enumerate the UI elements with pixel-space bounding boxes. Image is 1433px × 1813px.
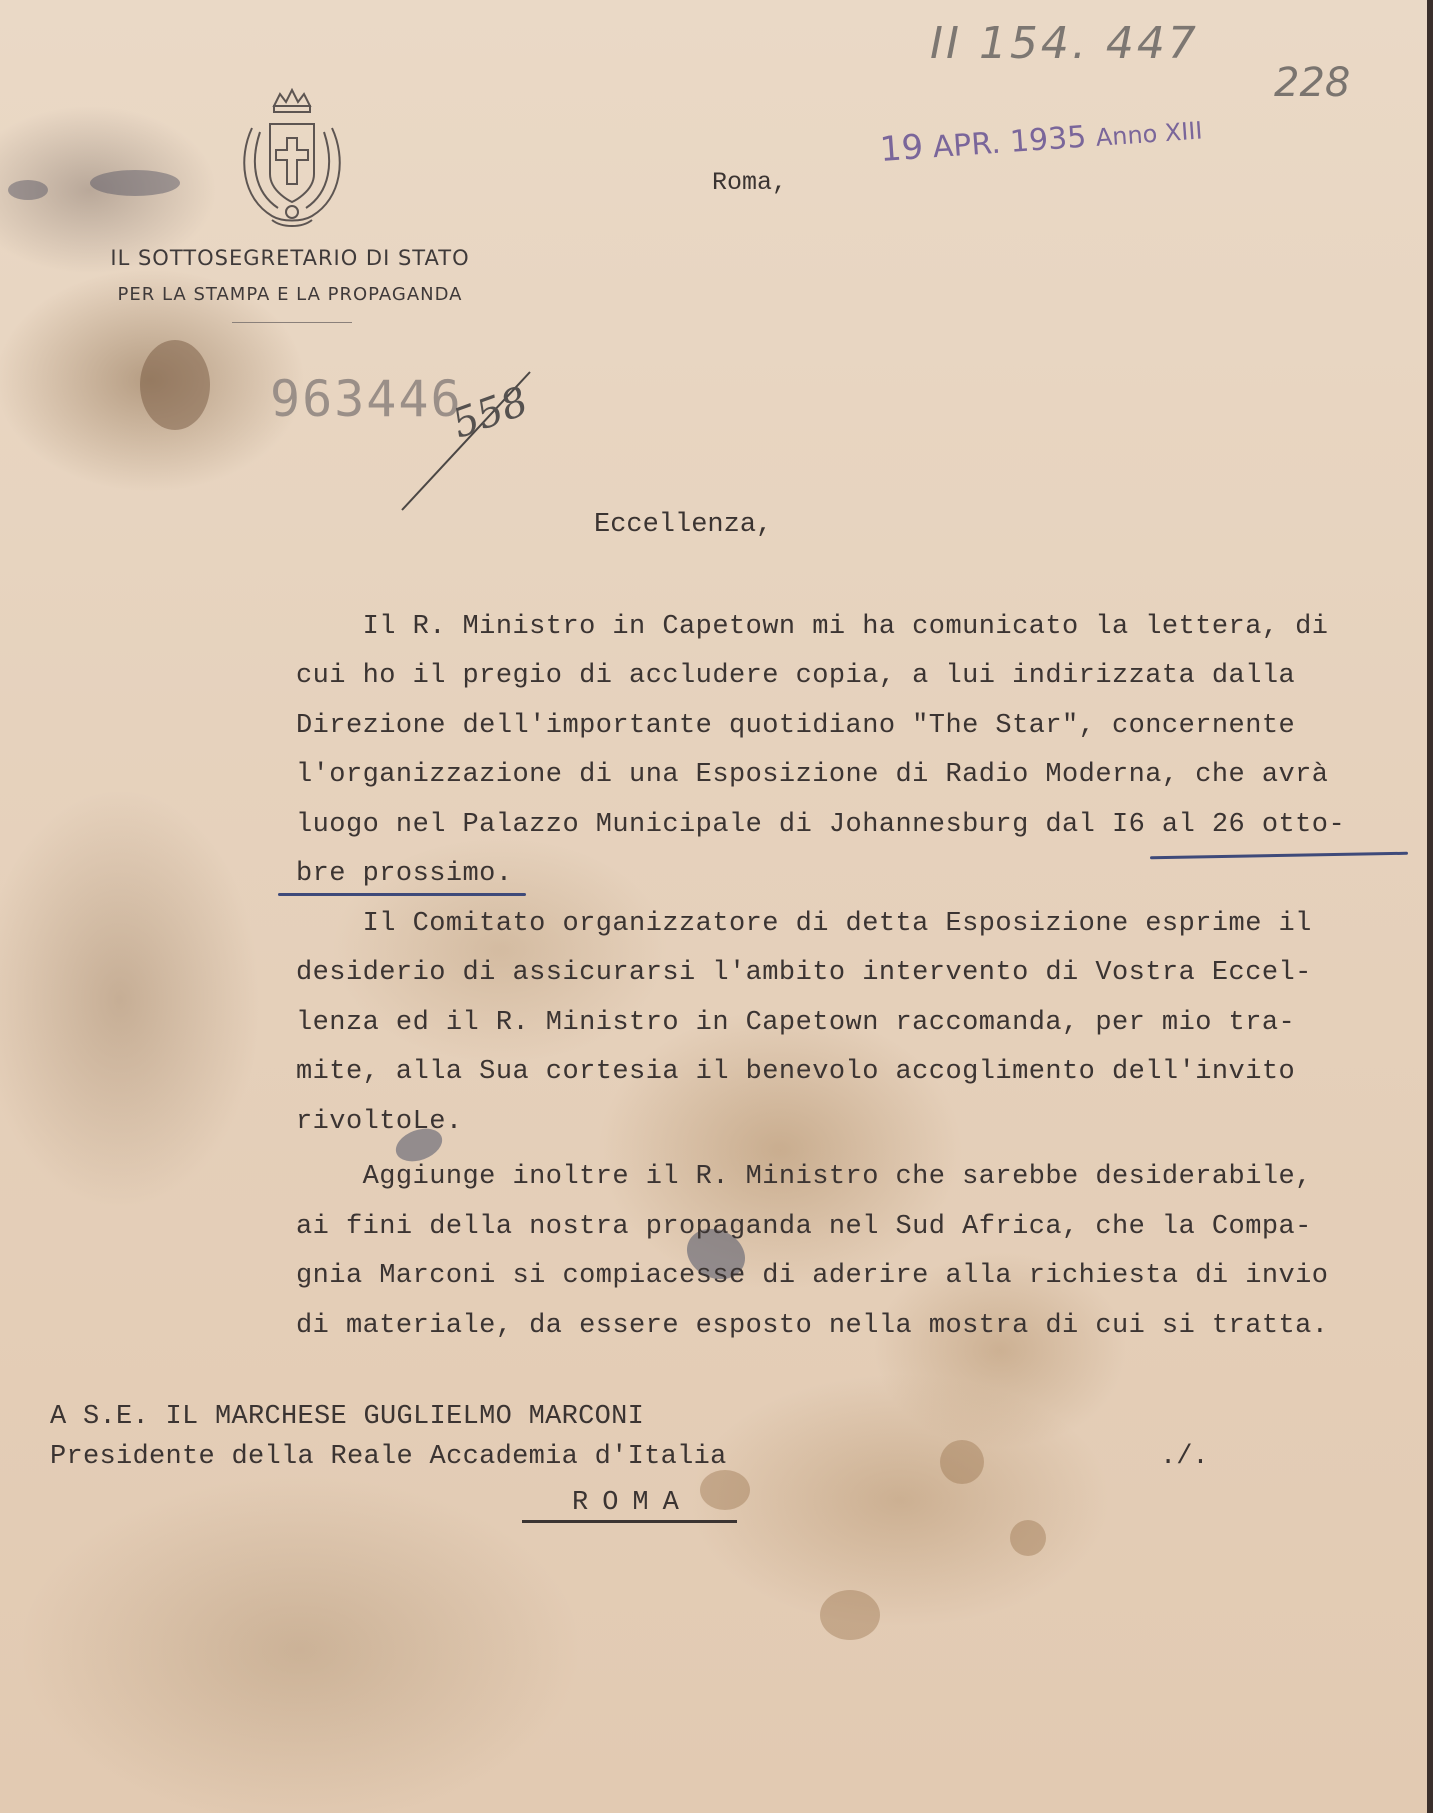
body-line: luogo nel Palazzo Municipale di Johannesburg dal I6 al 26 otto- <box>296 810 1346 840</box>
water-stain <box>1010 1520 1046 1556</box>
archive-number: II 154. 447 <box>930 18 1199 69</box>
city-underline <box>522 1520 737 1523</box>
ink-blot <box>8 180 48 200</box>
continuation-mark: ./. <box>1160 1442 1209 1472</box>
page-edge <box>1427 0 1433 1813</box>
body-line: Il Comitato organizzatore di detta Esposizione esprime il <box>296 909 1312 939</box>
coat-of-arms-icon <box>232 88 352 230</box>
pen-underline-month <box>278 893 526 896</box>
body-line: mite, alla Sua cortesia il benevolo accoglimento dell'invito <box>296 1057 1296 1087</box>
body-line: desiderio di assicurarsi l'ambito intervento di Vostra Eccel- <box>296 958 1312 988</box>
letterhead-title: IL SOTTOSEGRETARIO DI STATO <box>110 246 470 270</box>
pen-underline-dates <box>1150 852 1408 860</box>
protocol-handwritten: 558 <box>446 378 534 448</box>
body-line: lenza ed il R. Ministro in Capetown raccomanda, per mio tra- <box>296 1008 1296 1038</box>
addressee-city: ROMA <box>572 1488 693 1518</box>
body-line: Aggiunge inoltre il R. Ministro che sarebbe desiderabile, <box>296 1162 1312 1192</box>
salutation: Eccellenza, <box>594 510 773 540</box>
body-line: bre prossimo. <box>296 859 513 889</box>
addressee-name: A S.E. IL MARCHESE GUGLIELMO MARCONI <box>50 1402 645 1432</box>
body-line: di materiale, da essere esposto nella mostra di cui si tratta. <box>296 1311 1329 1341</box>
body-line: Il R. Ministro in Capetown mi ha comunicato la lettera, di <box>296 612 1329 642</box>
date-stamp <box>879 108 1204 170</box>
water-stain <box>700 1470 750 1510</box>
water-stain <box>940 1440 984 1484</box>
letterhead-rule <box>232 322 352 323</box>
body-line: ai fini della nostra propaganda nel Sud Africa, che la Compa- <box>296 1212 1312 1242</box>
page-number: 228 <box>1274 60 1351 106</box>
water-stain <box>140 340 210 430</box>
water-stain <box>820 1590 880 1640</box>
addressee-title: Presidente della Reale Accademia d'Italia <box>50 1442 727 1472</box>
stamp-day: 19 <box>878 127 925 170</box>
stamp-era: Anno XIII <box>1094 116 1204 152</box>
protocol-number: 963446 <box>270 370 463 428</box>
body-line: cui ho il pregio di accludere copia, a lui indirizzata dalla <box>296 661 1296 691</box>
ink-blot <box>90 170 180 196</box>
body-line: gnia Marconi si compiacesse di aderire alla richiesta di invio <box>296 1261 1329 1291</box>
body-line: l'organizzazione di una Esposizione di Radio Moderna, che avrà <box>296 760 1329 790</box>
body-line: Direzione dell'importante quotidiano "The Star", concernente <box>296 711 1296 741</box>
body-line: rivoltoLe. <box>296 1107 463 1137</box>
place: Roma, <box>712 168 788 197</box>
stamp-month-year: APR. 1935 <box>931 119 1088 166</box>
letterhead-subtitle: PER LA STAMPA E LA PROPAGANDA <box>117 284 463 305</box>
